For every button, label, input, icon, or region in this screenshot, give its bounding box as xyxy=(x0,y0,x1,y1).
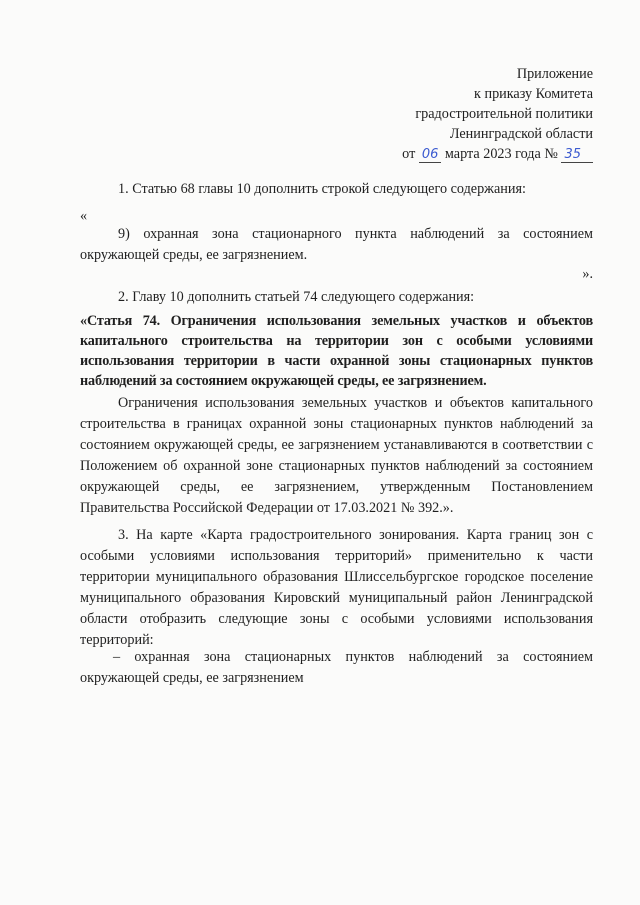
appendix-date-line xyxy=(402,144,593,164)
item-1-text: 9) охранная зона стационарного пункта наблюдений за состоянием окружающей среды, ее загрязнением. xyxy=(80,226,593,263)
appendix-committee-line: градостроительной политики xyxy=(415,106,593,122)
quote-open: « xyxy=(80,208,88,224)
appendix-header xyxy=(402,64,593,164)
item-3: 3. На карте «Карта градостроительного зонирования. Карта границ зон с особыми условиями использования территорий» применительно к части территории муниципального образования Шлиссельбургское городское поселение муниципального образования Кировский муниципальный район Ленинградской области отобразить следующие зоны с особыми условиями использования территорий: xyxy=(80,527,593,648)
item-2: 2. Главу 10 дополнить статьей 74 следующего содержания: xyxy=(118,289,475,305)
appendix-region-line: Ленинградской области xyxy=(449,126,593,142)
item-3-bullet: – охранная зона стационарных пунктов наблюдений за состоянием окружающей среды, ее загрязнением xyxy=(80,649,593,686)
handwritten-day: 06 xyxy=(419,148,442,163)
item-1: 1. Статью 68 главы 10 дополнить строкой следующего содержания: xyxy=(118,181,526,197)
date-middle: марта 2023 года № xyxy=(444,146,558,162)
article-74-title: «Статья 74. Ограничения использования земельных участков и объектов капитального строительства на территории зон с особыми условиями использования территории в части охранной зоны стационарных пунктов наблюдений за состоянием окружающей среды, ее загрязнением. xyxy=(80,313,593,389)
appendix-order-line: к приказу Комитета xyxy=(474,86,593,102)
handwritten-order-number: 35 xyxy=(561,148,593,163)
article-74-text: Ограничения использования земельных участков и объектов капитального строительства в границах охранной зоны стационарных пунктов наблюдений за состоянием окружающей среды, ее загрязнением устанавливаются в соответствии с Положением об охранной зоне стационарных пунктов наблюдений за состоянием окружающей среды, ее загрязнением, утвержденным Постановлением Правительства Российской Федерации от 17.03.2021 № 392.». xyxy=(80,395,593,516)
quote-close: ». xyxy=(582,266,593,282)
appendix-title: Приложение xyxy=(516,66,593,82)
date-prefix: от xyxy=(402,146,416,162)
